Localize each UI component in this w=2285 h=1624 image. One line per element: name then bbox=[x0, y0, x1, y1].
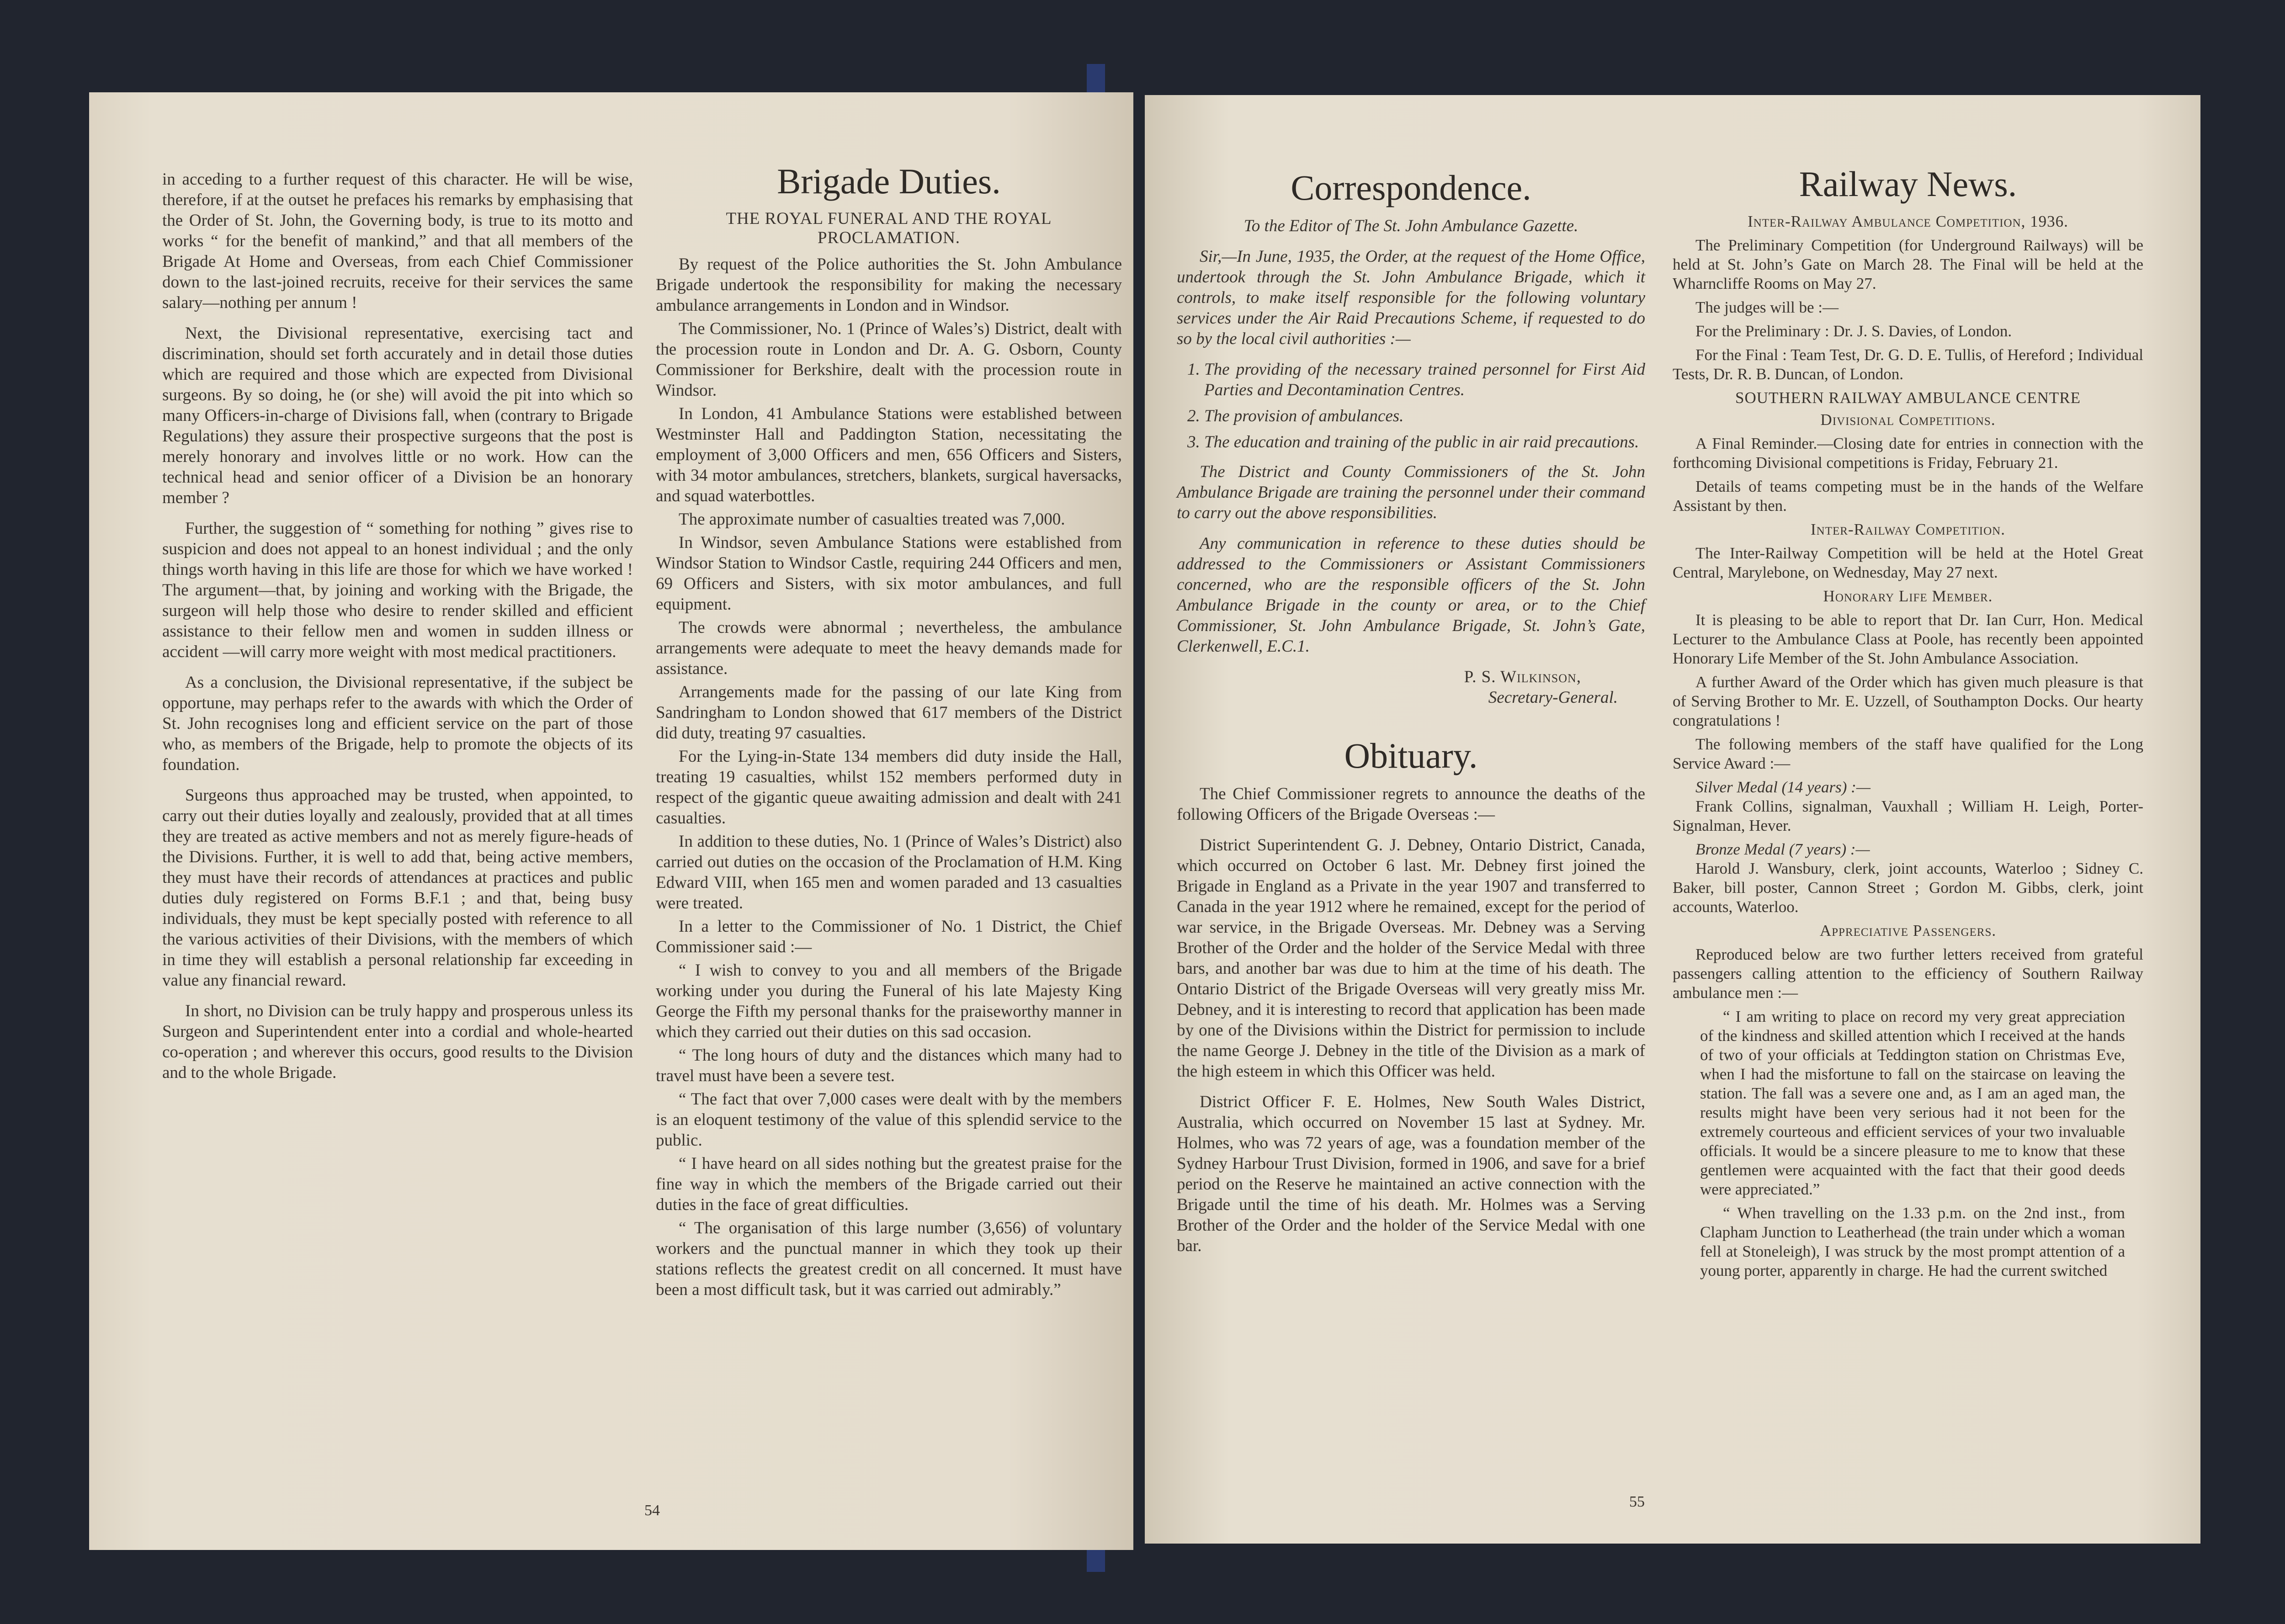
subheading: Inter-Railway Competition. bbox=[1811, 520, 2005, 538]
right-page bbox=[1145, 95, 2200, 1544]
paragraph: The Commissioner, No. 1 (Prince of Wales’s) District, dealt with the procession route in London and Dr. A. G. Osborn, County Commissioner for Berkshire, dealt with the procession route in Windsor. bbox=[656, 319, 1122, 400]
paragraph: For the Preliminary : Dr. J. S. Davies, of London. bbox=[1695, 322, 2012, 340]
signature-name: P. S. Wilkinson, bbox=[1464, 668, 1581, 686]
paragraph: A Final Reminder.—Closing date for entries in connection with the forthcoming Divisional competitions is Friday, February 21. bbox=[1673, 435, 2143, 472]
paragraph: “ I have heard on all sides nothing but the greatest praise for the fine way in which the members of the Brigade carried out their duties in the face of great difficulties. bbox=[656, 1154, 1122, 1214]
quoted-letter: “ I am writing to place on record my very great appreciation of the kindness and skilled attention which I received at the hands of two of your officials at Teddington station on Christmas Eve, when I had the misfortune to fall on the staircase on leaving the station. The fall was a severe one and, as I am an aged man, the results might have been very serious had it not been for the extremely courteous and efficient services of your two invaluable officials. It would be a sincere pleasure to me to know that these gentlemen were acquainted with the fact that their good deeds were appreciated.” bbox=[1700, 1008, 2125, 1198]
paragraph: For the Lying-in-State 134 members did duty inside the Hall, treating 19 casualties, whilst 152 members performed duty in respect of the gigantic queue awaiting admission and dealt with 241 casualties. bbox=[656, 747, 1122, 828]
page-number-right: 55 bbox=[1629, 1493, 1645, 1510]
left-column-1 bbox=[162, 169, 633, 1093]
to-editor-line: To the Editor of The St. John Ambulance Gazette. bbox=[1243, 217, 1578, 235]
paragraph: “ The organisation of this large number (3,656) of voluntary workers and the punctual manner in which they took up their stations reflects the greatest credit on all concerned. It must have been a most difficult task, but it was carried out admirably.” bbox=[656, 1219, 1122, 1299]
paragraph: “ The fact that over 7,000 cases were dealt with by the members is an eloquent testimony of the value of this splendid service to the public. bbox=[656, 1090, 1122, 1150]
section-subtitle: THE ROYAL FUNERAL AND THE ROYAL PROCLAMATION. bbox=[726, 209, 1052, 247]
section-title-correspondence: Correspondence. bbox=[1291, 168, 1531, 207]
subheading: Inter-Railway Ambulance Competition, 1936. bbox=[1748, 212, 2068, 230]
paragraph: Arrangements made for the passing of our late King from Sandringham to London showed that 617 members of the District did duty, treating 97 casualties. bbox=[656, 683, 1122, 743]
list-item: 3. The education and training of the public in air raid precautions. bbox=[1204, 432, 1645, 452]
paragraph: The Inter-Railway Competition will be held at the Hotel Great Central, Marylebone, on Wednesday, May 27 next. bbox=[1673, 544, 2143, 581]
paragraph: By request of the Police authorities the St. John Ambulance Brigade undertook the responsibility for making the necessary ambulance arrangements in London and in Windsor. bbox=[656, 255, 1122, 315]
paragraph: The following members of the staff have qualified for the Long Service Award :— bbox=[1673, 735, 2143, 772]
paragraph: A further Award of the Order which has given much pleasure is that of Serving Brother to Mr. E. Uzzell, of Southampton Docks. Our hearty congratulations ! bbox=[1673, 673, 2143, 729]
signature-title: Secretary-General. bbox=[1488, 688, 1618, 707]
paragraph: The District and County Commissioners of the St. John Ambulance Brigade are training the personnel under their command to carry out the above responsibilities. bbox=[1177, 462, 1645, 522]
subheading: Appreciative Passengers. bbox=[1819, 922, 1997, 939]
paragraph: The crowds were abnormal ; nevertheless, the ambulance arrangements were adequate to meet the heavy demands made for assistance. bbox=[656, 618, 1122, 678]
left-page bbox=[89, 92, 1133, 1550]
paragraph: In short, no Division can be truly happy and prosperous unless its Surgeon and Superintendent enter into a cordial and whole-hearted co-operation ; and wherever this occurs, good results to the Division and to the whole Brigade. bbox=[162, 1002, 633, 1082]
paragraph: In addition to these duties, No. 1 (Prince of Wales’s District) also carried out duties on the occasion of the Proclamation of H.M. King Edward VIII, when 165 men and women paraded and 13 casualties were treated. bbox=[656, 832, 1122, 913]
right-column-2 bbox=[1673, 164, 2143, 1280]
award-heading: Bronze Medal (7 years) :— bbox=[1695, 840, 1870, 858]
paragraph: Reproduced below are two further letters received from grateful passengers calling attention to the efficiency of Southern Railway ambulance men :— bbox=[1673, 945, 2143, 1002]
paragraph: In London, 41 Ambulance Stations were established between Westminster Hall and Paddington Station, necessitating the employment of 3,000 Officers and men, 656 Officers and Sisters, with 34 motor ambulances, stretchers, blankets, surgical haversacks, and squad waterbottles. bbox=[656, 404, 1122, 505]
paragraph: Sir,—In June, 1935, the Order, at the request of the Home Office, undertook through the St. John Ambulance Brigade, which it controls, to make itself responsible for the following voluntary services under the Air Raid Precautions Scheme, if requested to do so by the local civil authorities :— bbox=[1177, 247, 1645, 348]
paragraph: Next, the Divisional representative, exercising tact and discrimination, should set forth accurately and in detail those duties which are required and those which are expected from Divisional surgeons. By so doing, he (or she) will avoid the pit into which so many Officers-in-charge of Divisions fall, when (contrary to Brigade Regulations) they assure their prospective surgeons that the post is merely honorary and involves little or no work. How can the technical head and senior officer of a Division be an honorary member ? bbox=[162, 324, 633, 507]
right-column-1 bbox=[1177, 167, 1645, 1266]
paragraph: As a conclusion, the Divisional representative, if the subject be opportune, may perhaps refer to the awards with which the Order of St. John recognises long and efficient service on the part of those who, as members of the Brigade, help to promote the objects of its foundation. bbox=[162, 673, 633, 774]
paragraph: in acceding to a further request of this character. He will be wise, therefore, if at the outset he prefaces his remarks by emphasising that the Order of St. John, the Governing body, is true to its motto and works “ for the benefit of mankind,” and that all members of the Brigade At Home and Overseas, from each Chief Commissioner down to the last-joined recruits, receive for their services the same salary—nothing per annum ! bbox=[162, 170, 633, 312]
paragraph: The Preliminary Competition (for Underground Railways) will be held at St. John’s Gate on March 28. The Final will be held at the Wharncliffe Rooms on May 27. bbox=[1673, 236, 2143, 292]
subheading: Honorary Life Member. bbox=[1823, 587, 1993, 605]
ars-services-list bbox=[1177, 359, 1645, 452]
paragraph: District Superintendent G. J. Debney, Ontario District, Canada, which occurred on October 6 last. Mr. Debney first joined the Brigade in England as a Private in the year 1907 and transferred to Canada in the year 1912 where he remained, except for the period of war service, in the Brigade Overseas. Mr. Debney was a Serving Brother of the Order and the holder of the Service Medal with three bars, and another bar was due to him at the time of his death. The Ontario District of the Brigade Overseas will very greatly miss Mr. Debney, and it is interesting to record that application has been made by one of the Divisions within the District for permission to include the name George J. Debney in the title of the Division as a mark of the high esteem in which this Officer was held. bbox=[1177, 836, 1645, 1081]
paragraph: “ I wish to convey to you and all members of the Brigade working under you during the Funeral of his late Majesty King George the Fifth my personal thanks for the praiseworthy manner in which they carried out their duties on this sad occasion. bbox=[656, 961, 1122, 1041]
page-number-left: 54 bbox=[644, 1502, 660, 1519]
quoted-letter: “ When travelling on the 1.33 p.m. on the 2nd inst., from Clapham Junction to Leatherhead (the train under which a woman fell at Stoneleigh), I was struck by the most prompt attention of a young porter, apparently in charge. He had the current switched bbox=[1700, 1204, 2125, 1279]
section-title-obituary: Obituary. bbox=[1344, 736, 1478, 775]
paragraph: For the Final : Team Test, Dr. G. D. E. Tullis, of Hereford ; Individual Tests, Dr. R. B. Duncan, of London. bbox=[1673, 346, 2143, 383]
paragraph: “ The long hours of duty and the distances which many had to travel must have been a severe test. bbox=[656, 1046, 1122, 1085]
paragraph: Surgeons thus approached may be trusted, when appointed, to carry out their duties loyally and zealously, provided that at all times they are treated as active members and not as merely figure-heads of the Divisions. Further, it is well to add that, being active members, they must have their records of attendances at practices and public duties duly registered on Forms B.F.1 ; and that, being busy individuals, they must be kept specially posted with reference to all the various activities of their Divisions, with the members of which in time they will establish a personal relationship far exceeding in value any financial reward. bbox=[162, 786, 633, 990]
brigade-duties-body bbox=[656, 254, 1122, 1300]
paragraph: Further, the suggestion of “ something for nothing ” gives rise to suspicion and does not appeal to an honest individual ; and the only things worth having in this life are those for which we have worked ! The argument—that, by joining and working with the Brigade, the surgeon will help those who desire to render skilled and efficient assistance to their fellow men and women in sudden illness or accident —will carry more weight with most medical practitioners. bbox=[162, 519, 633, 661]
paragraph: Any communication in reference to these duties should be addressed to the Commissioners or Assistant Commissioners concerned, who are the responsible officers of the St. John Ambulance Brigade in the county or area, or to the Chief Commissioner, St. John Ambulance Brigade, St. John’s Gate, Clerkenwell, E.C.1. bbox=[1177, 534, 1645, 656]
section-title-railway-news: Railway News. bbox=[1799, 164, 2017, 204]
paragraph: District Officer F. E. Holmes, New South Wales District, Australia, which occurred on November 15 last at Sydney. Mr. Holmes, who was 72 years of age, was a foundation member of the Sydney Harbour Trust Division, formed in 1906, and save for a brief period on the Reserve he maintained an active connection with the Brigade until the time of his death. Mr. Holmes was a Serving Brother of the Order and the holder of the Service Medal with one bar. bbox=[1177, 1093, 1645, 1255]
paragraph: In Windsor, seven Ambulance Stations were established from Windsor Station to Windsor Castle, requiring 244 Officers and men, 69 Officers and Sisters, with six motor ambulances, and full equipment. bbox=[656, 533, 1122, 614]
award-names: Frank Collins, signalman, Vauxhall ; William H. Leigh, Porter-Signalman, Hever. bbox=[1673, 797, 2143, 834]
paragraph: Details of teams competing must be in the hands of the Welfare Assistant by then. bbox=[1673, 478, 2143, 515]
award-heading: Silver Medal (14 years) :— bbox=[1695, 778, 1871, 796]
subheading: Divisional Competitions. bbox=[1820, 411, 1996, 429]
paragraph: It is pleasing to be able to report that Dr. Ian Curr, Hon. Medical Lecturer to the Ambulance Class at Poole, has recently been appointed Honorary Life Member of the St. John Ambulance Association. bbox=[1673, 611, 2143, 667]
list-item: 2. The provision of ambulances. bbox=[1204, 406, 1645, 426]
paragraph: The approximate number of casualties treated was 7,000. bbox=[679, 510, 1065, 529]
subheading: SOUTHERN RAILWAY AMBULANCE CENTRE bbox=[1735, 389, 2081, 407]
paragraph: The Chief Commissioner regrets to announce the deaths of the following Officers of the Brigade Overseas :— bbox=[1177, 785, 1645, 824]
paragraph: In a letter to the Commissioner of No. 1 District, the Chief Commissioner said :— bbox=[656, 917, 1122, 956]
list-item: 1. The providing of the necessary trained personnel for First Aid Parties and Decontamination Centres. bbox=[1204, 359, 1645, 400]
award-names: Harold J. Wansbury, clerk, joint accounts, Waterloo ; Sidney C. Baker, bill poster, Cannon Street ; Gordon M. Gibbs, clerk, joint accounts, Waterloo. bbox=[1673, 860, 2143, 916]
section-title-brigade-duties: Brigade Duties. bbox=[777, 161, 1001, 201]
paragraph: The judges will be :— bbox=[1695, 298, 1839, 316]
left-column-2 bbox=[656, 161, 1122, 1303]
